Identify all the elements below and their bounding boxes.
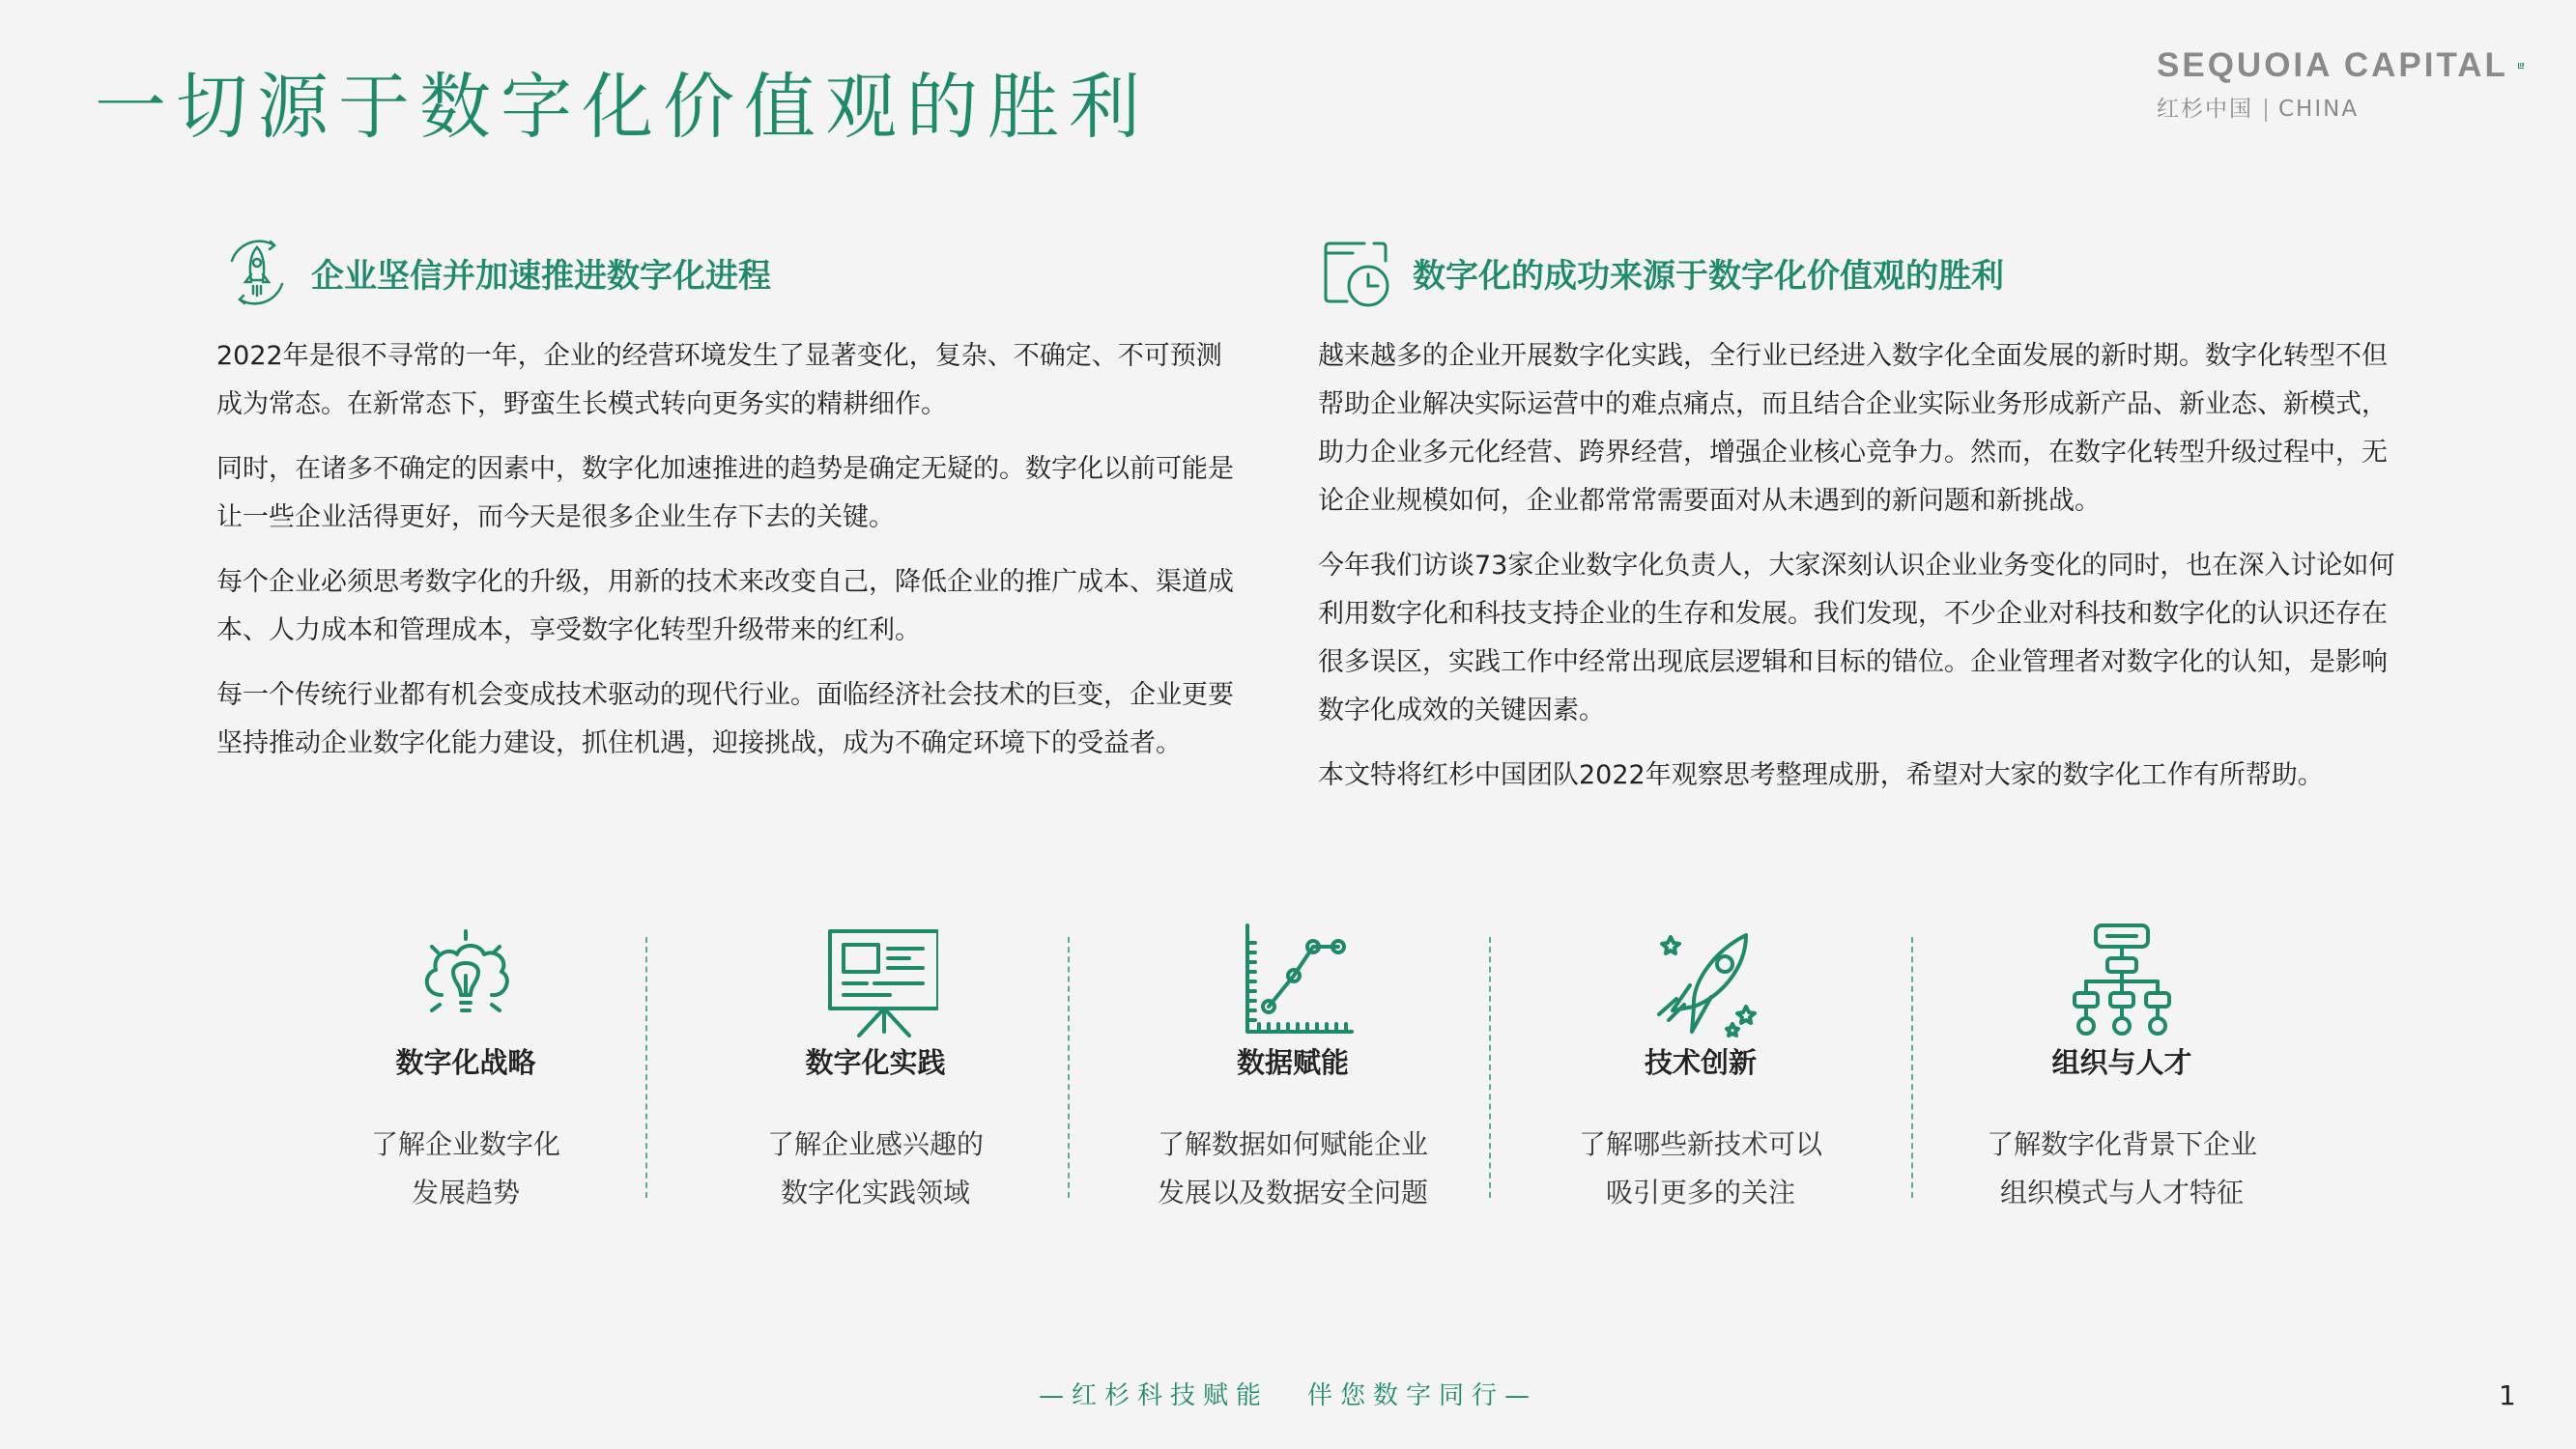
rocket-icon <box>1638 918 1763 1043</box>
feature-desc-line: 了解数字化背景下企业 <box>1986 1128 2257 1160</box>
feature-tech-innovation <box>1507 918 1894 1208</box>
feature-description <box>1100 1121 1486 1217</box>
page-title: 一切源于数字化价值观的胜利 <box>95 66 1150 149</box>
footer-slogan-right: 伴您数字同行— <box>1307 1381 1538 1410</box>
dashed-divider <box>1489 937 1491 1198</box>
logo-sub-en: CHINA <box>2278 97 2360 122</box>
feature-description <box>682 1121 1069 1217</box>
right-paragraph: 今年我们访谈73家企业数字化负责人，大家深刻认识企业业务变化的同时，也在深入讨论如何利用数字化和科技支持企业的生存和发展。我们发现，不少企业对科技和数字化的认识还存在很多误区，实践工作中经常出现底层逻辑和目标的错位。企业管理者对数字化的认知，是影响数字化成效的关键因素。 <box>1318 551 2395 725</box>
sequoia-logo <box>2157 46 2524 123</box>
feature-title: 数字化战略 <box>395 1046 536 1079</box>
footer-slogan <box>0 1376 2576 1411</box>
feature-desc-line: 组织模式与人才特征 <box>1999 1177 2244 1208</box>
left-paragraph: 同时，在诸多不确定的因素中，数字化加速推进的趋势是确定无疑的。数字化以前可能是让一些企业活得更好，而今天是很多企业生存下去的关键。 <box>216 454 1234 532</box>
footer-slogan-left: —红杉科技赋能 <box>1038 1381 1269 1410</box>
right-column-header <box>1318 232 2410 313</box>
feature-desc-line: 了解企业感兴趣的 <box>766 1128 984 1160</box>
sequoia-mark-icon <box>2518 53 2524 78</box>
rocket-cycle-icon <box>216 232 298 313</box>
left-column-heading: 企业坚信并加速推进数字化进程 <box>311 256 771 296</box>
feature-title: 数据赋能 <box>1236 1046 1349 1079</box>
feature-description <box>1929 1121 2315 1217</box>
feature-desc-line: 了解数据如何赋能企业 <box>1157 1128 1428 1160</box>
dashed-divider <box>645 937 647 1198</box>
presentation-board-icon <box>813 918 938 1043</box>
feature-desc-line: 发展以及数据安全问题 <box>1157 1177 1428 1208</box>
feature-desc-line: 了解企业数字化 <box>370 1128 560 1160</box>
feature-desc-line: 发展趋势 <box>411 1177 520 1208</box>
feature-digital-practice <box>682 918 1069 1208</box>
left-paragraph: 2022年是很不寻常的一年，企业的经营环境发生了显著变化，复杂、不确定、不可预测成为常态。在新常态下，野蛮生长模式转向更务实的精耕细作。 <box>216 341 1222 419</box>
feature-data-empowerment <box>1100 918 1486 1208</box>
feature-row <box>0 918 2576 1246</box>
feature-org-talent <box>1929 918 2315 1208</box>
feature-description <box>1507 1121 1894 1217</box>
logo-separator <box>2265 99 2267 122</box>
lightbulb-brain-icon <box>403 918 529 1043</box>
feature-description <box>272 1121 659 1217</box>
logo-sub-cn: 红杉中国 <box>2157 97 2253 122</box>
right-column-heading: 数字化的成功来源于数字化价值观的胜利 <box>1413 256 2004 296</box>
right-paragraph: 本文特将红杉中国团队2022年观察思考整理成册，希望对大家的数字化工作有所帮助。 <box>1318 760 2324 790</box>
line-chart-icon <box>1230 918 1356 1043</box>
feature-desc-line: 数字化实践领域 <box>780 1177 970 1208</box>
feature-desc-line: 了解哪些新技术可以 <box>1578 1128 1822 1160</box>
left-column <box>216 232 1241 784</box>
feature-title: 数字化实践 <box>805 1046 946 1079</box>
right-column <box>1318 232 2410 816</box>
logo-name: SEQUOIA CAPITAL <box>2157 46 2508 84</box>
feature-digital-strategy <box>272 918 659 1208</box>
org-chart-icon <box>2059 918 2185 1043</box>
dashed-divider <box>1068 937 1070 1198</box>
right-paragraph: 越来越多的企业开展数字化实践，全行业已经进入数字化全面发展的新时期。数字化转型不但帮助企业解决实际运营中的难点痛点，而且结合企业实际业务形成新产品、新业态、新模式，助力企业多元化经营、跨界经营，增强企业核心竞争力。然而，在数字化转型升级过程中，无论企业规模如何，企业都常常需要面对从未遇到的新问题和新挑战。 <box>1318 341 2388 516</box>
left-paragraph: 每个企业必须思考数字化的升级，用新的技术来改变自己，降低企业的推广成本、渠道成本、人力成本和管理成本，享受数字化转型升级带来的红利。 <box>216 567 1234 645</box>
feature-title: 组织与人才 <box>2051 1046 2192 1079</box>
left-paragraph: 每一个传统行业都有机会变成技术驱动的现代行业。面临经济社会技术的巨变，企业更要坚持推动企业数字化能力建设，抓住机遇，迎接挑战，成为不确定环境下的受益者。 <box>216 680 1234 758</box>
screen-clock-icon <box>1318 232 1399 313</box>
left-column-header <box>216 232 1241 313</box>
feature-title: 技术创新 <box>1644 1046 1757 1079</box>
page-number: 1 <box>2499 1379 2516 1411</box>
dashed-divider <box>1911 937 1913 1198</box>
feature-desc-line: 吸引更多的关注 <box>1605 1177 1795 1208</box>
